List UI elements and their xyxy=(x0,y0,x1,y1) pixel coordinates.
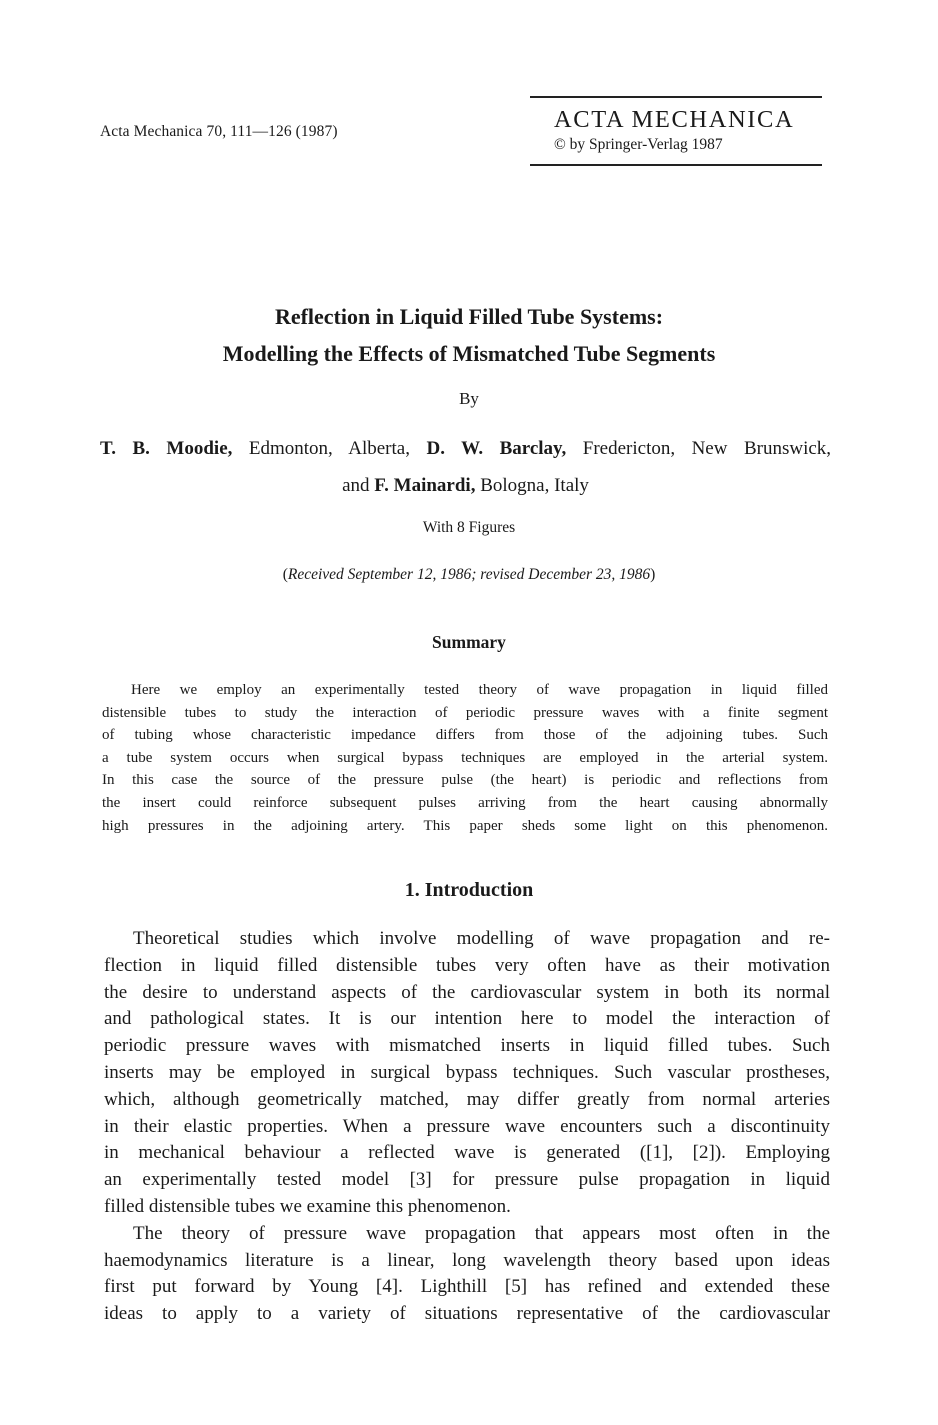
intro-line: the desire to understand aspects of the cardiovascular system in both its normal xyxy=(104,981,830,1003)
summary-line: of tubing whose characteristic impedance differs from those of the adjoining tubes. Such xyxy=(102,727,828,744)
intro-line: in mechanical behaviour a reflected wave is generated ([1], [2]). Employing xyxy=(104,1142,830,1164)
author-line-2 xyxy=(100,467,831,504)
intro-line: which, although geometrically matched, may differ greatly from normal arteries xyxy=(104,1088,830,1110)
intro-line: an experimentally tested model [3] for pressure pulse propagation in liquid xyxy=(104,1169,830,1191)
introduction-body xyxy=(104,926,830,1328)
intro-line: ideas to apply to a variety of situations representative of the cardiovascular xyxy=(104,1303,830,1325)
affiliation-moodie: Edmonton, Alberta, xyxy=(248,438,410,459)
summary-line: Here we employ an experimentally tested theory of wave propagation in liquid filled xyxy=(131,682,828,698)
received-text: Received September 12, 1986; revised December 23, 1986 xyxy=(287,566,651,583)
intro-line: Theoretical studies which involve modelling of wave propagation and re- xyxy=(133,928,830,949)
affiliation-mainardi: Bologna, Italy xyxy=(480,475,589,496)
journal-name: ACTA MECHANICA xyxy=(554,106,795,133)
summary-line: high pressures in the adjoining artery. This paper sheds some light on this phenomenon. xyxy=(102,817,828,834)
affiliation-barclay: Fredericton, New Brunswick, xyxy=(582,438,832,459)
summary-line: In this case the source of the pressure pulse (the heart) is periodic and reflections from xyxy=(102,772,828,789)
summary-line: the insert could reinforce subsequent pulses arriving from the heart causing abnormally xyxy=(102,794,828,811)
intro-line: haemodynamics literature is a linear, long wavelength theory based upon ideas xyxy=(104,1249,830,1271)
citation-line: Acta Mechanica 70, 111—126 (1987) xyxy=(100,123,338,140)
by-label: By xyxy=(459,389,479,408)
intro-line: inserts may be employed in surgical bypass techniques. Such vascular prostheses, xyxy=(104,1061,830,1083)
and-conjunction: and xyxy=(342,475,370,496)
author-list xyxy=(100,430,831,504)
author-mainardi: F. Mainardi, xyxy=(374,475,476,496)
summary-line: distensible tubes to study the interaction of periodic pressure waves with a finite segment xyxy=(102,704,828,721)
author-line-1 xyxy=(100,430,831,467)
journal-banner xyxy=(530,96,822,166)
intro-line: The theory of pressure wave propagation that appears most often in the xyxy=(133,1222,830,1244)
intro-line: in their elastic properties. When a pressure wave encounters such a discontinuity xyxy=(104,1115,830,1137)
author-moodie: T. B. Moodie, xyxy=(100,438,233,459)
paper-title xyxy=(0,298,938,372)
figure-count: With 8 Figures xyxy=(422,519,516,536)
intro-line: first put forward by Young [4]. Lighthill [5] has refined and extended these xyxy=(104,1276,830,1298)
summary-heading: Summary xyxy=(432,632,506,652)
author-barclay: D. W. Barclay, xyxy=(426,438,567,459)
summary-abstract xyxy=(102,679,828,837)
title-line-1: Reflection in Liquid Filled Tube Systems: xyxy=(274,304,664,329)
copyright-notice: © by Springer-Verlag 1987 xyxy=(554,136,723,153)
section-heading-introduction: 1. Introduction xyxy=(404,879,534,901)
intro-line: filled distensible tubes we examine this phenomenon. xyxy=(104,1195,511,1217)
intro-line: periodic pressure waves with mismatched inserts in liquid filled tubes. Such xyxy=(104,1035,830,1057)
received-dates: (Received September 12, 1986; revised December 23, 1986) xyxy=(282,566,656,583)
intro-line: flection in liquid filled distensible tubes very often have as their motivation xyxy=(104,954,830,976)
summary-line: a tube system occurs when surgical bypass techniques are employed in the arterial system. xyxy=(102,749,828,766)
intro-line: and pathological states. It is our intention here to model the interaction of xyxy=(104,1008,830,1030)
title-line-2: Modelling the Effects of Mismatched Tube Segments xyxy=(222,341,716,366)
